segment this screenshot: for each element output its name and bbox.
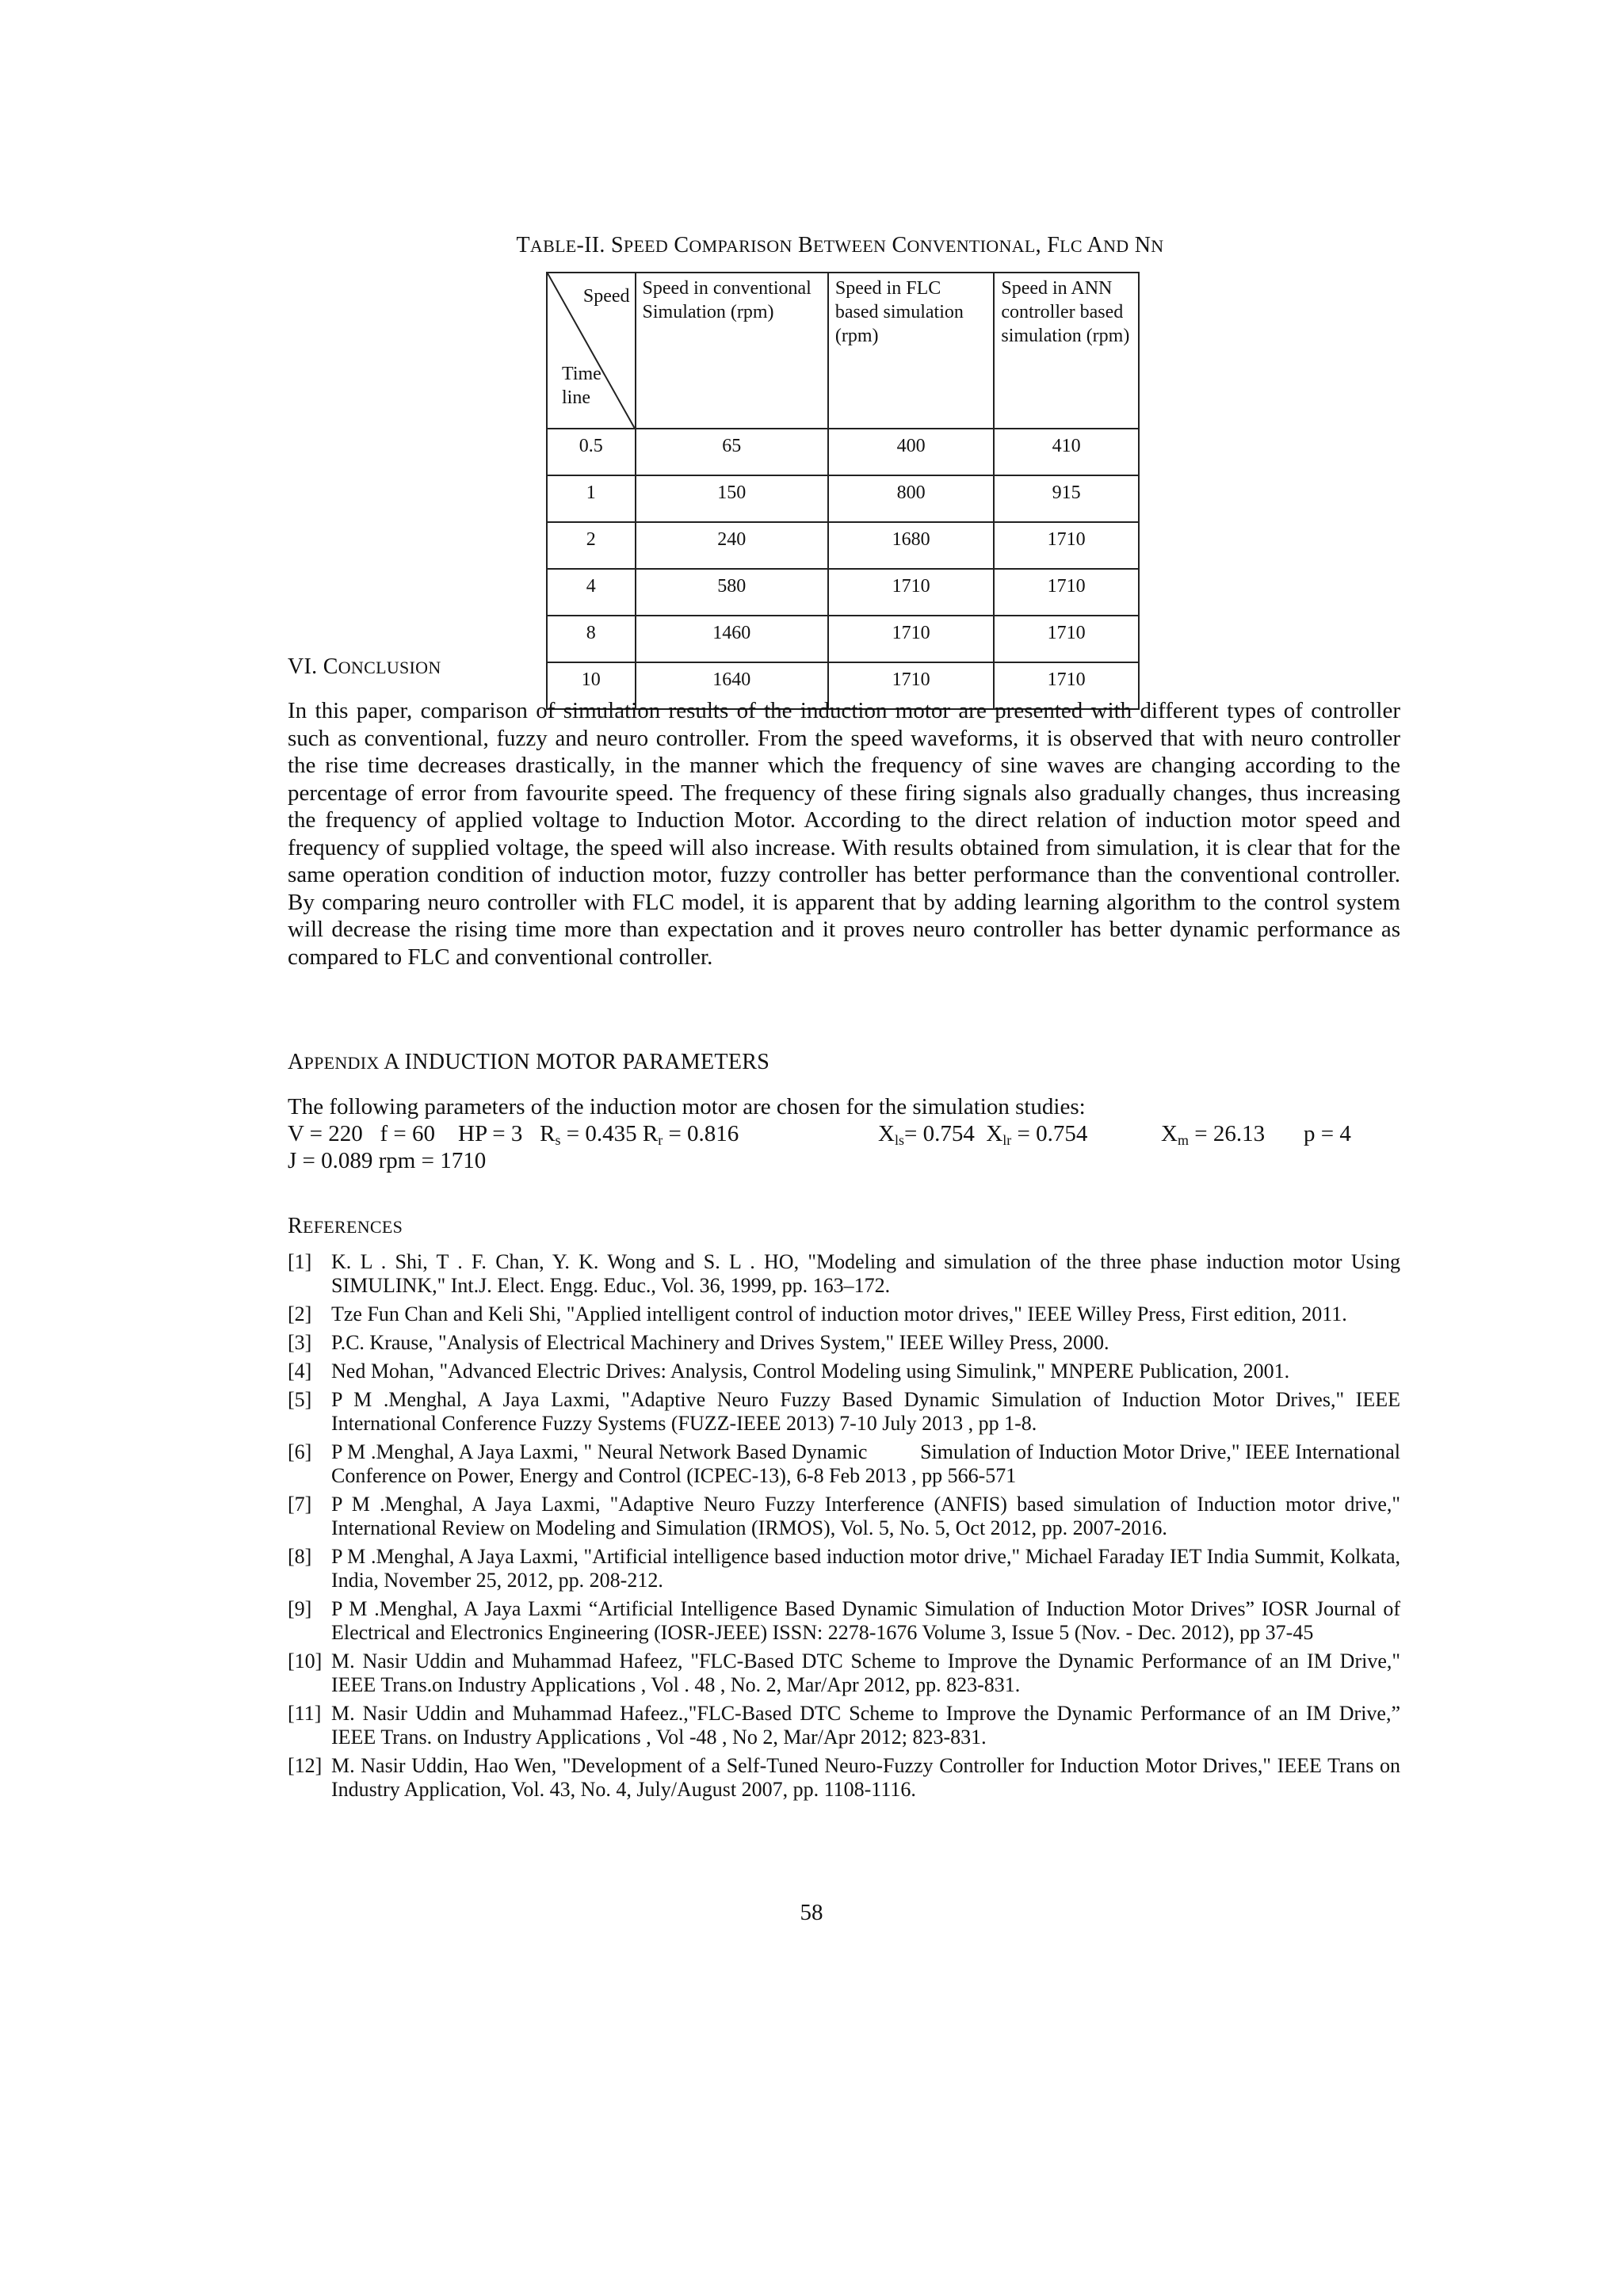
table-cell: 1680: [828, 522, 994, 569]
param-text: = 0.754: [1011, 1121, 1088, 1146]
reference-item: [288, 1331, 1400, 1355]
heading-part: R: [288, 1214, 303, 1238]
parameters-line-1: [288, 1120, 1413, 1147]
parameters-intro: The following parameters of the induction motor are chosen for the simulation studies:: [288, 1094, 1086, 1119]
reference-number: [10]: [288, 1650, 323, 1672]
reference-text: K. L . Shi, T . F. Chan, Y. K. Wong and S. L . HO, "Modeling and simulation of the three phase induction motor Using SIMULINK," Int.J. Elect. Engg. Educ., Vol. 36, 1999, pp. 163–172.: [331, 1250, 1400, 1297]
corner-label-speed: Speed: [582, 286, 630, 307]
table-row: [547, 616, 1139, 662]
table-cell: 915: [994, 475, 1139, 522]
caption-part: ND: [1103, 236, 1129, 256]
reference-item: [288, 1650, 1400, 1697]
param-text: = 0.816: [663, 1121, 739, 1146]
reference-text: M. Nasir Uddin, Hao Wen, "Development of a Self-Tuned Neuro-Fuzzy Controller for Induction Motor Drives," IEEE Trans on Industry Application, Vol. 43, No. 4, July/August 2007, pp. 1108-1116.: [331, 1754, 1400, 1801]
table-cell: 1710: [828, 616, 994, 662]
table-cell: 1640: [636, 662, 828, 709]
reference-item: [288, 1754, 1400, 1802]
reference-text: M. Nasir Uddin and Muhammad Hafeez, "FLC-Based DTC Scheme to Improve the Dynamic Performance of an IM Drive," IEEE Trans.on Industry Applications , Vol . 48 , No. 2, Mar/Apr 2012, pp. 823-831.: [331, 1650, 1400, 1696]
heading-part: ONCLUSION: [338, 658, 441, 677]
reference-text: P.C. Krause, "Analysis of Electrical Machinery and Drives System," IEEE Willey Press, 2000.: [331, 1331, 1109, 1354]
corner-label-time: Time line: [562, 364, 601, 408]
caption-part: N: [1151, 236, 1164, 256]
reference-text: Ned Mohan, "Advanced Electric Drives: Analysis, Control Modeling using Simulink," MNPERE Publication, 2001.: [331, 1360, 1290, 1383]
reference-item: [288, 1250, 1400, 1298]
param-text: X: [878, 1121, 895, 1146]
table-cell: 4: [547, 569, 636, 616]
reference-text: P M .Menghal, A Jaya Laxmi “Artificial Intelligence Based Dynamic Simulation of Induction Motor Drives” IOSR Journal of Electrical and Electronics Engineering (IOSR-JEEE) ISSN: 2278-1676 Volume 3, Issue 5 (Nov. - Dec. 2012), pp 37-45: [331, 1597, 1400, 1644]
reference-text: Tze Fun Chan and Keli Shi, "Applied intelligent control of induction motor drives," IEEE Willey Press, First edition, 2011.: [331, 1302, 1347, 1325]
param-group-xm: [1161, 1120, 1304, 1147]
caption-part: B: [792, 233, 813, 257]
table-cell: 2: [547, 522, 636, 569]
reference-text: M. Nasir Uddin and Muhammad Hafeez.,"FLC-Based DTC Scheme to Improve the Dynamic Performance of an IM Drive,” IEEE Trans. on Industry Applications , Vol -48 , No 2, Mar/Apr 2012; 823-831.: [331, 1702, 1400, 1749]
table-cell: 1710: [994, 569, 1139, 616]
reference-item: [288, 1597, 1400, 1645]
caption-part: T: [516, 233, 530, 257]
table-cell: 400: [828, 429, 994, 475]
table-row: [547, 475, 1139, 522]
caption-part: -II. S: [576, 233, 624, 257]
heading-part: A INDUCTION MOTOR PARAMETERS: [379, 1050, 770, 1074]
reference-item: [288, 1302, 1400, 1326]
param-text: p = 4: [1304, 1121, 1351, 1146]
param-sub: ls: [894, 1132, 904, 1148]
caption-part: , F: [1035, 233, 1060, 257]
table-header-row: [547, 273, 1139, 429]
reference-number: [9]: [288, 1597, 312, 1620]
reference-number: [2]: [288, 1302, 312, 1325]
motor-parameters: [288, 1093, 1413, 1174]
appendix-heading: [288, 1050, 769, 1075]
param-sub: r: [658, 1132, 663, 1148]
param-text: X: [1161, 1121, 1178, 1146]
table-caption: [444, 233, 1236, 258]
conclusion-paragraph: In this paper, comparison of simulation results of the induction motor are presented with different types of controller such as conventional, fuzzy and neuro controller. From the speed waveforms, it is observed that with neuro controller the rise time decreases drastically, in the manner which the frequency of sine waves are changing according to the percentage of error from favourite speed. The frequency of these firing signals also gradually changes, thus increasing the frequency of applied voltage to Induction Motor. According to the direct relation of induction motor speed and frequency of supplied voltage, the speed will also increase. With results obtained from simulation, it is clear that for the same operation condition of induction motor, fuzzy controller has better performance than the conventional controller. By comparing neuro controller with FLC model, it is apparent that by adding learning algorithm to the control system will decrease the rising time more than expectation and it proves neuro controller has better dynamic performance as compared to FLC and conventional controller.: [288, 698, 1400, 970]
reference-number: [1]: [288, 1250, 312, 1273]
column-header: Speed in conventional Simulation (rpm): [636, 273, 828, 429]
table-row: [547, 569, 1139, 616]
table-cell: 150: [636, 475, 828, 522]
caption-part: C: [668, 233, 689, 257]
heading-part: C: [323, 654, 338, 679]
conclusion-heading: [288, 654, 441, 680]
table-cell: 1710: [828, 569, 994, 616]
param-text: V = 220 f = 60 HP = 3 R: [288, 1121, 556, 1146]
reference-text: P M .Menghal, A Jaya Laxmi, "Artificial intelligence based induction motor drive," Michael Faraday IET India Summit, Kolkata, India, November 25, 2012, pp. 208-212.: [331, 1545, 1400, 1592]
param-text: = 0.435 R: [560, 1121, 659, 1146]
reference-number: [3]: [288, 1331, 312, 1354]
reference-item: [288, 1702, 1400, 1749]
table-cell: 10: [547, 662, 636, 709]
speed-comparison-table: [546, 272, 1140, 710]
reference-list: [288, 1250, 1406, 1806]
param-sub: s: [555, 1132, 561, 1148]
table-cell: 1710: [828, 662, 994, 709]
table-cell: 1710: [994, 522, 1139, 569]
param-sub: m: [1177, 1132, 1189, 1148]
reference-item: [288, 1493, 1400, 1540]
caption-part: ONVENTIONAL: [907, 236, 1036, 256]
table-cell: 65: [636, 429, 828, 475]
diagonal-header-cell: [547, 273, 636, 429]
table-cell: 240: [636, 522, 828, 569]
reference-text: P M .Menghal, A Jaya Laxmi, " Neural Network Based Dynamic Simulation of Induction Motor Drive," IEEE International Conference on Power, Energy and Control (ICPEC-13), 6-8 Feb 2013 , pp 566-571: [331, 1440, 1406, 1487]
references-heading: [288, 1214, 403, 1239]
table-cell: 1710: [994, 662, 1139, 709]
caption-part: LC: [1060, 236, 1083, 256]
caption-part: PEED: [623, 236, 669, 256]
heading-part: PPENDIX: [304, 1053, 380, 1073]
reference-item: [288, 1388, 1400, 1436]
reference-text: P M .Menghal, A Jaya Laxmi, "Adaptive Neuro Fuzzy Interference (ANFIS) based simulation of Induction motor drive," International Review on Modeling and Simulation (IRMOS), Vol. 5, No. 5, Oct 2012, pp. 2007-2016.: [331, 1493, 1400, 1539]
table-cell: 1460: [636, 616, 828, 662]
heading-part: EFERENCES: [302, 1217, 403, 1237]
reference-number: [5]: [288, 1388, 312, 1411]
table-cell: 1: [547, 475, 636, 522]
param-group-xls-xlr: [878, 1120, 1161, 1147]
param-text: = 0.754 X: [903, 1121, 1003, 1146]
caption-part: OMPARISON: [689, 236, 792, 256]
param-text: = 26.13: [1188, 1121, 1266, 1146]
table-row: [547, 522, 1139, 569]
caption-part: A: [1082, 233, 1104, 257]
table-row: [547, 429, 1139, 475]
reference-item: [288, 1360, 1400, 1383]
caption-part: ABLE: [529, 236, 577, 256]
reference-text: P M .Menghal, A Jaya Laxmi, "Adaptive Neuro Fuzzy Based Dynamic Simulation of Induction Motor Drives," IEEE International Conference Fuzzy Systems (FUZZ-IEEE 2013) 7-10 July 2013 , pp 1-8.: [331, 1388, 1400, 1435]
parameters-line-2: J = 0.089 rpm = 1710: [288, 1148, 487, 1173]
table-cell: 580: [636, 569, 828, 616]
heading-part: VI.: [288, 654, 323, 679]
caption-part: C: [886, 233, 907, 257]
reference-number: [12]: [288, 1754, 323, 1777]
column-header: Speed in ANN controller based simulation (rpm): [994, 273, 1139, 429]
heading-part: A: [288, 1050, 304, 1074]
page-number: 58: [800, 1900, 823, 1925]
reference-item: [288, 1545, 1400, 1592]
param-group-rs-rr: [288, 1120, 878, 1147]
caption-part: N: [1128, 233, 1151, 257]
table-cell: 410: [994, 429, 1139, 475]
reference-item: [288, 1440, 1406, 1488]
reference-number: [4]: [288, 1360, 312, 1383]
table-cell: 0.5: [547, 429, 636, 475]
table-cell: 1710: [994, 616, 1139, 662]
reference-number: [6]: [288, 1440, 312, 1463]
reference-number: [8]: [288, 1545, 312, 1568]
reference-number: [11]: [288, 1702, 322, 1725]
table-cell: 800: [828, 475, 994, 522]
param-sub: lr: [1002, 1132, 1012, 1148]
reference-number: [7]: [288, 1493, 312, 1516]
column-header: Speed in FLC based simulation (rpm): [828, 273, 994, 429]
caption-part: ETWEEN: [812, 236, 887, 256]
table-cell: 8: [547, 616, 636, 662]
